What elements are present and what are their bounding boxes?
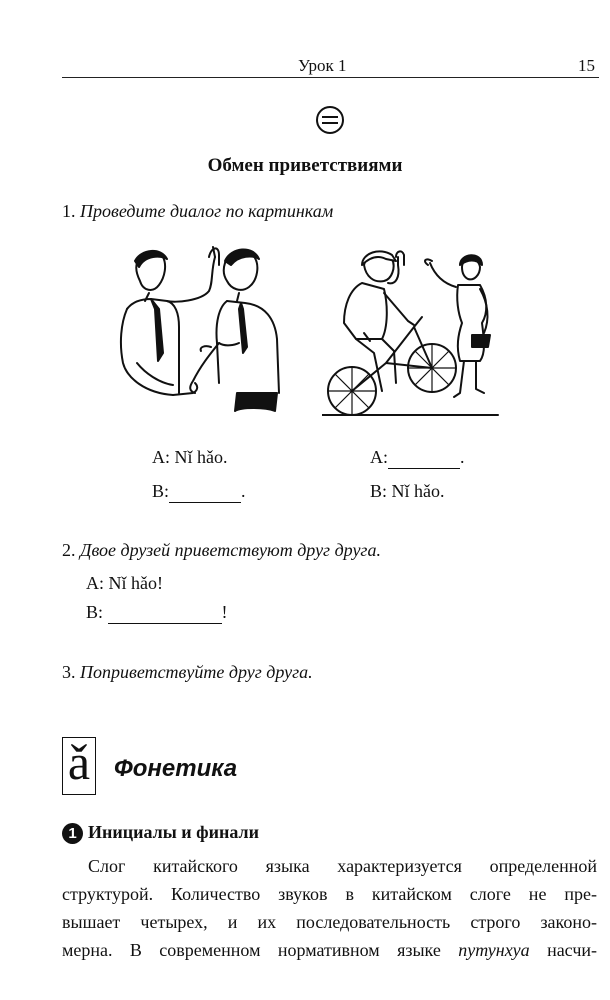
phonetics-letter-icon: ǎ bbox=[67, 734, 91, 790]
dialogue1-left-line-b bbox=[152, 481, 246, 503]
task-2 bbox=[62, 540, 381, 561]
header-divider bbox=[62, 77, 599, 78]
subsection-title: Инициалы и финали bbox=[88, 822, 259, 842]
task-1 bbox=[62, 201, 333, 222]
dialogue2-b-label: B: bbox=[86, 602, 104, 622]
answer-blank[interactable] bbox=[388, 447, 460, 469]
paragraph-text: мерна. В современном нормативном языке bbox=[62, 940, 459, 960]
task-2-text: Двое друзей приветствуют друг друга. bbox=[80, 540, 381, 560]
answer-blank[interactable] bbox=[108, 602, 222, 624]
dialogue1-right-a-label: A: bbox=[370, 447, 388, 467]
paragraph-line: Слог китайского языка характеризуется определенной bbox=[88, 856, 597, 876]
answer-blank[interactable] bbox=[169, 481, 241, 503]
page-number: 15 bbox=[578, 56, 595, 75]
section-title: Обмен приветствиями bbox=[207, 155, 403, 176]
task-3-text: Поприветствуйте друг друга. bbox=[80, 662, 313, 682]
paragraph-text: насчи- bbox=[529, 940, 597, 960]
handshake-illustration bbox=[115, 243, 295, 418]
task-1-text: Проведите диалог по картинкам bbox=[80, 201, 334, 221]
paragraph-line: структурой. Количество звуков в китайском слоге не пре- bbox=[62, 884, 597, 904]
dialogue2-b-end: ! bbox=[221, 602, 228, 622]
paragraph-term: путунхуа bbox=[458, 940, 530, 960]
dialogue2-line-b bbox=[86, 602, 228, 624]
task-3 bbox=[62, 662, 313, 683]
dialogue1-right-line-a bbox=[370, 447, 465, 469]
dialogue1-left-line-a: A: Nǐ hǎo. bbox=[152, 447, 228, 467]
dialogue1-left-b-label: B: bbox=[152, 481, 170, 501]
dialogue1-right-a-end: . bbox=[460, 447, 465, 467]
dialogue1-left-b-end: . bbox=[241, 481, 246, 501]
body-paragraph bbox=[62, 852, 597, 964]
cyclist-greeting-illustration bbox=[322, 243, 504, 418]
numbered-bullet-icon: 1 bbox=[62, 823, 83, 844]
phonetics-title: Фонетика bbox=[114, 755, 238, 782]
task-2-number: 2. bbox=[62, 540, 76, 560]
task-3-number: 3. bbox=[62, 662, 76, 682]
paragraph-line: вышает четырех, и их последовательность строго законо- bbox=[62, 912, 597, 932]
dialogue1-right-line-b: B: Nǐ hǎo. bbox=[370, 481, 445, 501]
paragraph-line bbox=[62, 936, 597, 964]
speech-bubble-icon bbox=[315, 105, 345, 135]
running-header-chapter: Урок 1 bbox=[298, 56, 347, 75]
task-1-number: 1. bbox=[62, 201, 76, 221]
dialogue2-line-a: A: Nǐ hǎo! bbox=[86, 573, 163, 593]
